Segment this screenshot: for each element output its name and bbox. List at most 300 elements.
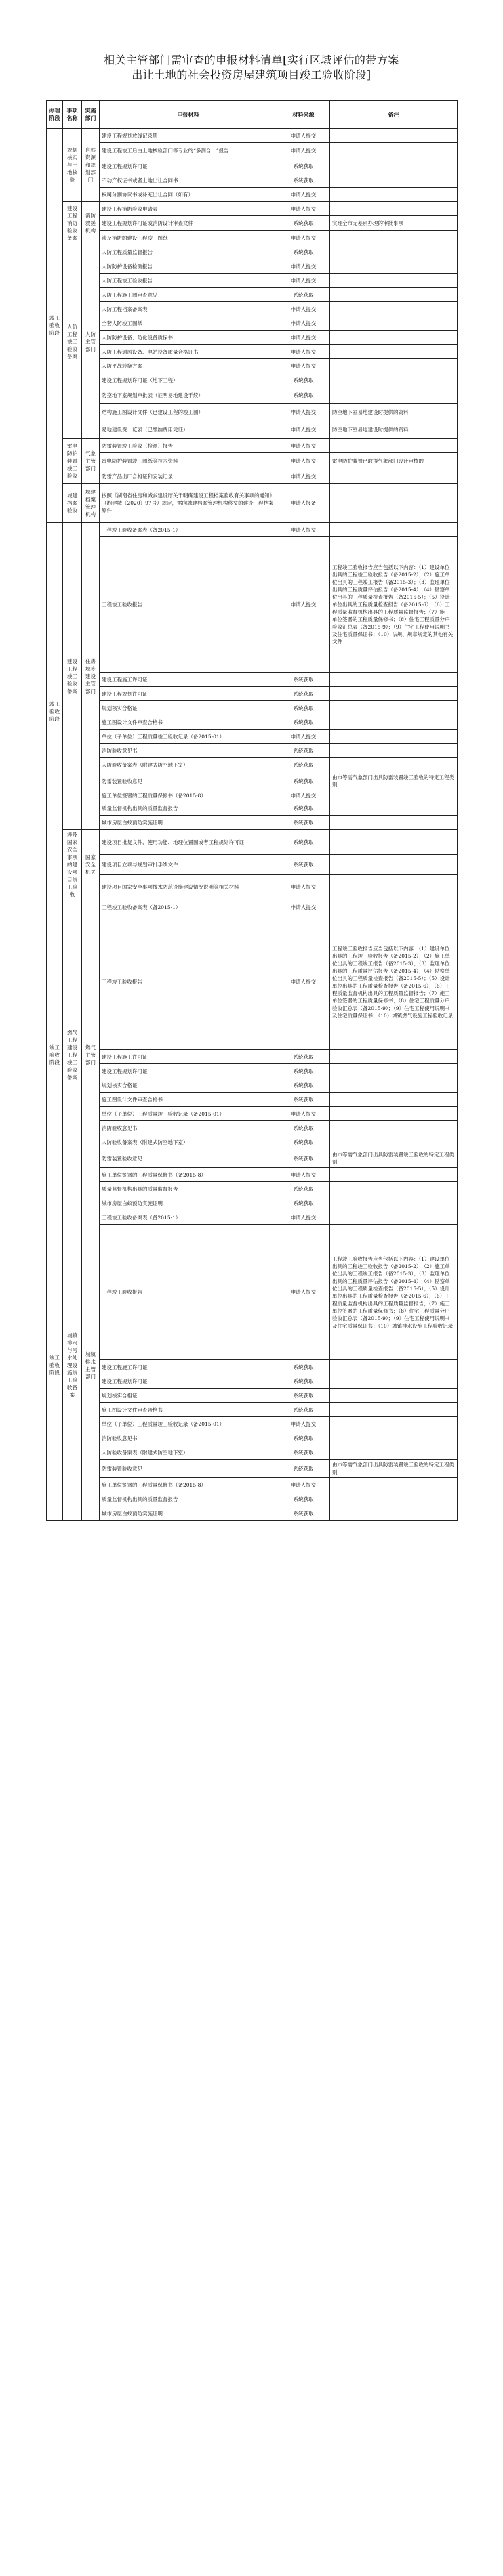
remark-cell (330, 188, 458, 202)
remark-cell (330, 801, 458, 816)
material-cell: 施工单位签署的工程质量保修书（备2015-8） (100, 1168, 277, 1182)
remark-cell (330, 1506, 458, 1521)
source-cell: 申请人提交 (277, 202, 330, 216)
material-cell: 防雷装置竣工验收（检测）报告 (100, 439, 277, 453)
material-cell: 人防工程档案备案表 (100, 302, 277, 316)
table-row (47, 274, 458, 288)
remark-cell (330, 274, 458, 288)
remark-cell (330, 1168, 458, 1182)
remark-cell: 实现全市无差别办理的审批事项 (330, 216, 458, 231)
source-cell: 系统获取 (277, 1403, 330, 1417)
remark-cell (330, 1210, 458, 1225)
material-cell: 工程竣工验收报告 (100, 537, 277, 673)
material-cell: 不动产权证书或者土地出让合同书 (100, 173, 277, 188)
remark-cell (330, 1431, 458, 1445)
remark-cell (330, 129, 458, 143)
item-name-cell: 雷电防护装置竣工验收 (63, 439, 82, 484)
remark-cell: 雷电防护装置已取得气象部门设计审核的 (330, 453, 458, 469)
remark-cell (330, 1389, 458, 1403)
material-cell: 人防验收备案表（附建式防空地下室） (100, 758, 277, 772)
table-row (47, 1506, 458, 1521)
remark-cell (330, 1064, 458, 1078)
material-cell: 建设项目批复文件、使用功能、地理位置图或者工程规划许可证 (100, 830, 277, 855)
material-cell: 工程竣工验收备案表（备2015-1） (100, 523, 277, 537)
source-cell: 申请人提交 (277, 302, 330, 316)
material-cell: 人防验收备案表（附建式防空地下室） (100, 1135, 277, 1149)
source-cell: 申请人提交 (277, 1107, 330, 1121)
table-row (47, 730, 458, 744)
material-cell: 人防工程通风设备、电站设备质量合格证书 (100, 345, 277, 359)
department-cell: 人防主管部门 (82, 245, 100, 439)
material-cell: 消防验收意见书 (100, 1431, 277, 1445)
source-cell: 系统获取 (277, 816, 330, 830)
table-row (47, 302, 458, 316)
table-row (47, 900, 458, 914)
material-cell: 人防工程质量监督报告 (100, 245, 277, 259)
item-name-cell: 涉及国家安全事项的建设项目竣工验收 (63, 830, 82, 900)
source-cell: 申请人提交 (277, 537, 330, 673)
source-cell: 系统获取 (277, 1445, 330, 1460)
source-cell: 申请人提交 (277, 1210, 330, 1225)
source-cell: 系统获取 (277, 1078, 330, 1093)
table-row (47, 216, 458, 231)
table-row (47, 1107, 458, 1121)
material-cell: 工程竣工验收报告 (100, 1225, 277, 1360)
source-cell: 系统获取 (277, 387, 330, 404)
table-row (47, 316, 458, 331)
material-cell: 质量监督机构出具的质量监督报告 (100, 801, 277, 816)
material-cell: 施工单位签署的工程质量保修书（备2015-8） (100, 790, 277, 801)
table-row (47, 129, 458, 143)
source-cell: 申请人提交 (277, 129, 330, 143)
source-cell: 申请人提交 (277, 331, 330, 345)
table-row (47, 1050, 458, 1064)
material-cell: 按照《湖南省住房和城乡建设厅关于明确建设工程档案验收有关事项的通知》（湘建城〔2020〕97号）规定，需向城建档案管理机构移交的建设工程档案原件 (100, 484, 277, 523)
table-row (47, 1225, 458, 1360)
material-cell: 防雷装置验收意见 (100, 1149, 277, 1168)
table-row (47, 1210, 458, 1225)
remark-cell (330, 1417, 458, 1431)
material-cell: 建设工程规划许可证 (100, 1064, 277, 1078)
source-cell: 系统获取 (277, 1196, 330, 1210)
table-row (47, 1121, 458, 1135)
table-row (47, 159, 458, 173)
source-cell: 申请人提交 (277, 1417, 330, 1431)
item-name-cell: 人防工程竣工验收备案 (63, 245, 82, 439)
header-source: 材料来源 (277, 101, 330, 129)
department-cell: 自然资源和规划部门 (82, 129, 100, 202)
source-cell: 申请人提交 (277, 469, 330, 484)
material-cell: 单位（子单位）工程质量竣工验收记录（备2015-01） (100, 1417, 277, 1431)
material-cell: 权属分割协议书或补充出让合同（如有） (100, 188, 277, 202)
remark-cell (330, 1360, 458, 1374)
source-cell: 申请人提交 (277, 874, 330, 900)
table-row (47, 1431, 458, 1445)
remark-cell (330, 202, 458, 216)
source-cell: 系统获取 (277, 1506, 330, 1521)
source-cell: 申请人提交 (277, 439, 330, 453)
material-cell: 全套人防竣工图纸 (100, 316, 277, 331)
table-row (47, 1389, 458, 1403)
source-cell: 申请人提交 (277, 453, 330, 469)
material-cell: 防雷产品出厂合格证和安装记录 (100, 469, 277, 484)
title-line-1: 相关主管部门需审查的申报材料清单[实行区域评估的带方案 (104, 54, 399, 66)
material-cell: 城市房屋白蚁预防实施证明 (100, 1506, 277, 1521)
source-cell: 系统获取 (277, 216, 330, 231)
remark-cell: 工程竣工验收报告应当包括以下内容：（1）建设单位出具的工程竣工验收报告（备2015-2）；（2）施工单位出具的工程竣工报告（备2015-3）；（3）监理单位出具的工程质量评估报告（备2015-4）；（4）勘察单位出具的工程质量检查报告（备2015-5）；（5）设计单位出具的工程质量检查报告（备2015-6）；（6）工程质量监督机构出具的工程质量监督报告；（7）施工单位签署的工程质量保修书；（8）住宅工程质量分户验收汇总表（备2015-9）；（9）住宅工程使用说明书及住宅质量保证书；（10）城镇燃气设施工程验收记录 (330, 914, 458, 1050)
remark-cell (330, 1478, 458, 1492)
material-cell: 建设工程施工许可证 (100, 673, 277, 687)
header-material: 申报材料 (100, 101, 277, 129)
remark-cell (330, 1135, 458, 1149)
table-row (47, 1135, 458, 1149)
remark-cell: 由市等需气象部门出具防雷装置竣工验收的特定工程类别 (330, 1149, 458, 1168)
material-cell: 人防工程施工图审查意见 (100, 288, 277, 302)
source-cell: 系统获取 (277, 373, 330, 387)
source-cell: 申请人提交 (277, 1225, 330, 1360)
header-remark: 备注 (330, 101, 458, 129)
source-cell: 申请人提交 (277, 316, 330, 331)
table-row (47, 387, 458, 404)
remark-cell (330, 387, 458, 404)
source-cell: 系统获取 (277, 1093, 330, 1107)
table-row (47, 439, 458, 453)
source-cell: 系统获取 (277, 245, 330, 259)
source-cell: 系统获取 (277, 772, 330, 790)
remark-cell (330, 439, 458, 453)
table-row (47, 173, 458, 188)
table-row (47, 345, 458, 359)
remark-cell: 由市等需气象部门出具防雷装置竣工验收的特定工程类别 (330, 772, 458, 790)
remark-cell (330, 1182, 458, 1196)
material-cell: 人防防护设备检测报告 (100, 259, 277, 274)
source-cell: 申请人提交 (277, 1478, 330, 1492)
table-row (47, 855, 458, 875)
material-cell: 施工图设计文件审查合格书 (100, 715, 277, 730)
source-cell: 申请人提交 (277, 790, 330, 801)
material-cell: 人防防护设备、防化设备质保书 (100, 331, 277, 345)
table-row (47, 1064, 458, 1078)
remark-cell (330, 1403, 458, 1417)
source-cell: 系统获取 (277, 288, 330, 302)
material-cell: 人防工程竣工验收报告 (100, 274, 277, 288)
material-cell: 建设工程施工许可证 (100, 1360, 277, 1374)
source-cell: 申请人提交 (277, 231, 330, 245)
table-row (47, 1403, 458, 1417)
table-row (47, 245, 458, 259)
table-row (47, 453, 458, 469)
table-row (47, 537, 458, 673)
item-name-cell: 燃气工程建设工程竣工验收备案 (63, 900, 82, 1210)
material-cell: 施工单位签署的工程质量保修书（备2015-8） (100, 1478, 277, 1492)
source-cell: 申请人提交 (277, 404, 330, 421)
remark-cell (330, 1196, 458, 1210)
remark-cell (330, 359, 458, 373)
source-cell: 系统获取 (277, 1135, 330, 1149)
remark-cell (330, 1093, 458, 1107)
source-cell: 申请人提交 (277, 1168, 330, 1182)
department-cell: 国家安全机关 (82, 830, 100, 900)
source-cell: 系统获取 (277, 1182, 330, 1196)
remark-cell (330, 1374, 458, 1389)
remark-cell: 防空地下室易地建设时提供的资料 (330, 421, 458, 439)
table-row (47, 687, 458, 701)
table-row (47, 801, 458, 816)
material-cell: 结构施工图设计文件（已建设工程的竣工图） (100, 404, 277, 421)
source-cell: 申请人提交 (277, 188, 330, 202)
remark-cell (330, 245, 458, 259)
table-row (47, 143, 458, 159)
remark-cell: 工程竣工验收报告应当包括以下内容：（1）建设单位出具的工程竣工验收报告（备2015-2）；（2）施工单位出具的工程竣工报告（备2015-3）；（3）监理单位出具的工程质量评估报告（备2015-4）；（4）勘察单位出具的工程质量检查报告（备2015-5）；（5）设计单位出具的工程质量检查报告（备2015-6）；（6）工程质量监督机构出具的工程质量监督报告；（7）施工单位签署的工程质量保修书；（8）住宅工程质量分户验收汇总表（备2015-9）；（9）住宅工程使用说明书及住宅质量保证书；（10）城镇排水设施工程验收记录 (330, 1225, 458, 1360)
source-cell: 系统获取 (277, 855, 330, 875)
source-cell: 系统获取 (277, 687, 330, 701)
remark-cell (330, 288, 458, 302)
table-row (47, 484, 458, 523)
remark-cell (330, 143, 458, 159)
remark-cell (330, 730, 458, 744)
source-cell: 申请人提交 (277, 359, 330, 373)
department-cell: 住房城乡建设主管部门 (82, 523, 100, 830)
material-cell: 工程竣工验收备案表（备2015-1） (100, 1210, 277, 1225)
source-cell: 系统获取 (277, 801, 330, 816)
item-name-cell: 建设工程竣工验收备案 (63, 523, 82, 830)
title-line-2: 出让土地的社会投资房屋建筑项目竣工验收阶段] (132, 68, 371, 81)
remark-cell (330, 1492, 458, 1506)
remark-cell (330, 159, 458, 173)
table-row (47, 1168, 458, 1182)
department-cell: 城镇排水主管部门 (82, 1210, 100, 1521)
source-cell: 申请人提交 (277, 900, 330, 914)
source-cell: 申请人提交 (277, 259, 330, 274)
material-cell: 防雷装置验收意见 (100, 772, 277, 790)
table-row (47, 231, 458, 245)
remark-cell (330, 484, 458, 523)
source-cell: 系统获取 (277, 744, 330, 758)
remark-cell (330, 259, 458, 274)
material-cell: 易地建设费一览表（已缴纳费用凭证） (100, 421, 277, 439)
material-cell: 消防验收意见书 (100, 744, 277, 758)
remark-cell (330, 316, 458, 331)
material-cell: 单位（子单位）工程质量竣工验收记录（备2015-01） (100, 730, 277, 744)
remark-cell (330, 523, 458, 537)
table-row (47, 790, 458, 801)
material-cell: 建设工程规划放线记录册 (100, 129, 277, 143)
material-cell: 建设项目国家安全事项技术防范设施建设情况说明等相关材料 (100, 874, 277, 900)
table-row (47, 715, 458, 730)
source-cell: 系统获取 (277, 830, 330, 855)
material-cell: 建设工程消防验收申请表 (100, 202, 277, 216)
material-cell: 建设工程规划许可证 (100, 687, 277, 701)
source-cell: 系统获取 (277, 701, 330, 715)
table-row (47, 914, 458, 1050)
remark-cell (330, 1121, 458, 1135)
remark-cell: 工程竣工验收报告应当包括以下内容：（1）建设单位出具的工程竣工验收报告（备2015-2）；（2）施工单位出具的工程竣工报告（备2015-3）；（3）监理单位出具的工程质量评估报告（备2015-4）；（4）勘察单位出具的工程质量检查报告（备2015-5）；（5）设计单位出具的工程质量检查报告（备2015-6）；（6）工程质量监督机构出具的工程质量监督报告；（7）施工单位签署的工程质量保修书；（8）住宅工程质量分户验收汇总表（备2015-9）；（9）住宅工程使用说明书及住宅质量保证书；（10）法规、规章规定的其他有关文件 (330, 537, 458, 673)
table-row (47, 1478, 458, 1492)
header-item: 事项名称 (63, 101, 82, 129)
source-cell: 申请人提交 (277, 914, 330, 1050)
material-cell: 建设项目立项与规划审批手续文件 (100, 855, 277, 875)
material-cell: 城市房屋白蚁预防实施证明 (100, 816, 277, 830)
source-cell: 系统获取 (277, 1374, 330, 1389)
remark-cell: 防空地下室易地建设时提供的资料 (330, 404, 458, 421)
source-cell: 系统获取 (277, 159, 330, 173)
remark-cell (330, 701, 458, 715)
source-cell: 申请人报备 (277, 484, 330, 523)
table-row (47, 1360, 458, 1374)
material-cell: 涉及消防的建设工程竣工图纸 (100, 231, 277, 245)
remark-cell (330, 1050, 458, 1064)
source-cell: 系统获取 (277, 1460, 330, 1478)
material-cell: 规划核实合格证 (100, 701, 277, 715)
stage-cell: 竣工验收阶段 (47, 1210, 63, 1521)
material-cell: 防空地下室规划审批表（证明易地建设手续） (100, 387, 277, 404)
table-row (47, 202, 458, 216)
remark-cell (330, 1445, 458, 1460)
table-row (47, 331, 458, 345)
remark-cell (330, 790, 458, 801)
materials-table (46, 100, 458, 1521)
source-cell: 系统获取 (277, 758, 330, 772)
table-row (47, 469, 458, 484)
table-row (47, 744, 458, 758)
remark-cell (330, 744, 458, 758)
remark-cell (330, 900, 458, 914)
source-cell: 系统获取 (277, 715, 330, 730)
table-row (47, 421, 458, 439)
remark-cell (330, 1078, 458, 1093)
source-cell: 系统获取 (277, 1121, 330, 1135)
remark-cell (330, 373, 458, 387)
table-header-row (47, 101, 458, 129)
remark-cell (330, 469, 458, 484)
material-cell: 质量监督机构出具的质量监督报告 (100, 1182, 277, 1196)
item-name-cell: 建设工程消防验收备案 (63, 202, 82, 245)
source-cell: 系统获取 (277, 1064, 330, 1078)
remark-cell (330, 1107, 458, 1121)
table-row (47, 830, 458, 855)
material-cell: 防雷装置验收意见 (100, 1460, 277, 1478)
table-row (47, 1492, 458, 1506)
material-cell: 人防验收备案表（附建式防空地下室） (100, 1445, 277, 1460)
source-cell: 申请人提交 (277, 421, 330, 439)
material-cell: 雷电防护装置竣工图纸等技术资料 (100, 453, 277, 469)
material-cell: 规划核实合格证 (100, 1389, 277, 1403)
material-cell: 建设工程规划许可证 (100, 1374, 277, 1389)
header-dept: 实施部门 (82, 101, 100, 129)
source-cell: 系统获取 (277, 1050, 330, 1064)
material-cell: 单位（子单位）工程质量竣工验收记录（备2015-01） (100, 1107, 277, 1121)
material-cell: 工程竣工验收报告 (100, 914, 277, 1050)
remark-cell (330, 687, 458, 701)
department-cell: 气象主管部门 (82, 439, 100, 484)
source-cell: 申请人提交 (277, 143, 330, 159)
table-row (47, 1078, 458, 1093)
source-cell: 系统获取 (277, 1360, 330, 1374)
table-row (47, 772, 458, 790)
header-stage: 办理阶段 (47, 101, 63, 129)
table-row (47, 1417, 458, 1431)
table-row (47, 758, 458, 772)
table-row (47, 359, 458, 373)
table-row (47, 404, 458, 421)
table-row (47, 259, 458, 274)
table-row (47, 1149, 458, 1168)
stage-cell: 竣工验收阶段 (47, 129, 63, 523)
source-cell: 系统获取 (277, 173, 330, 188)
remark-cell (330, 231, 458, 245)
material-cell: 施工图设计文件审查合格书 (100, 1093, 277, 1107)
document-title (27, 53, 476, 83)
remark-cell (330, 345, 458, 359)
remark-cell (330, 830, 458, 855)
stage-cell: 竣工验收阶段 (47, 523, 63, 900)
stage-cell: 竣工验收阶段 (47, 900, 63, 1210)
material-cell: 施工图设计文件审查合格书 (100, 1403, 277, 1417)
table-row (47, 874, 458, 900)
remark-cell (330, 874, 458, 900)
remark-cell (330, 673, 458, 687)
material-cell: 工程竣工验收备案表（备2015-1） (100, 900, 277, 914)
table-row (47, 816, 458, 830)
table-row (47, 1374, 458, 1389)
source-cell: 申请人提交 (277, 730, 330, 744)
remark-cell (330, 816, 458, 830)
source-cell: 系统获取 (277, 1149, 330, 1168)
table-row (47, 673, 458, 687)
department-cell: 城建档案管理机构 (82, 484, 100, 523)
material-cell: 人防平战转换方案 (100, 359, 277, 373)
material-cell: 城市房屋白蚁预防实施证明 (100, 1196, 277, 1210)
table-row (47, 1460, 458, 1478)
source-cell: 系统获取 (277, 1492, 330, 1506)
material-cell: 建设工程规划许可证 (100, 159, 277, 173)
table-row (47, 701, 458, 715)
material-cell: 规划核实合格证 (100, 1078, 277, 1093)
table-row (47, 1445, 458, 1460)
item-name-cell: 规划核实与土地核验 (63, 129, 82, 202)
table-row (47, 1196, 458, 1210)
material-cell: 消防验收意见书 (100, 1121, 277, 1135)
remark-cell (330, 855, 458, 875)
material-cell: 质量监督机构出具的质量监督报告 (100, 1492, 277, 1506)
item-name-cell: 城镇排水与污水处理设施竣工验收备案 (63, 1210, 82, 1521)
material-cell: 建设工程竣工后由土地核验部门等专业的“多测合一”报告 (100, 143, 277, 159)
material-cell: 建设工程规划许可证（地下工程） (100, 373, 277, 387)
department-cell: 消防救援机构 (82, 202, 100, 245)
material-cell: 建设工程规划许可证或消防设计审查文件 (100, 216, 277, 231)
table-row (47, 373, 458, 387)
source-cell: 申请人提交 (277, 345, 330, 359)
remark-cell (330, 715, 458, 730)
source-cell: 系统获取 (277, 1389, 330, 1403)
table-row (47, 1182, 458, 1196)
source-cell: 申请人提交 (277, 274, 330, 288)
source-cell: 系统获取 (277, 1431, 330, 1445)
remark-cell (330, 331, 458, 345)
remark-cell (330, 173, 458, 188)
table-row (47, 523, 458, 537)
table-row (47, 288, 458, 302)
department-cell: 燃气主管部门 (82, 900, 100, 1210)
table-row (47, 188, 458, 202)
item-name-cell: 城建档案验收 (63, 484, 82, 523)
material-cell: 建设工程施工许可证 (100, 1050, 277, 1064)
table-row (47, 1093, 458, 1107)
source-cell: 申请人提交 (277, 523, 330, 537)
remark-cell: 由市等需气象部门出具防雷装置竣工验收的特定工程类别 (330, 1460, 458, 1478)
remark-cell (330, 302, 458, 316)
source-cell: 系统获取 (277, 673, 330, 687)
